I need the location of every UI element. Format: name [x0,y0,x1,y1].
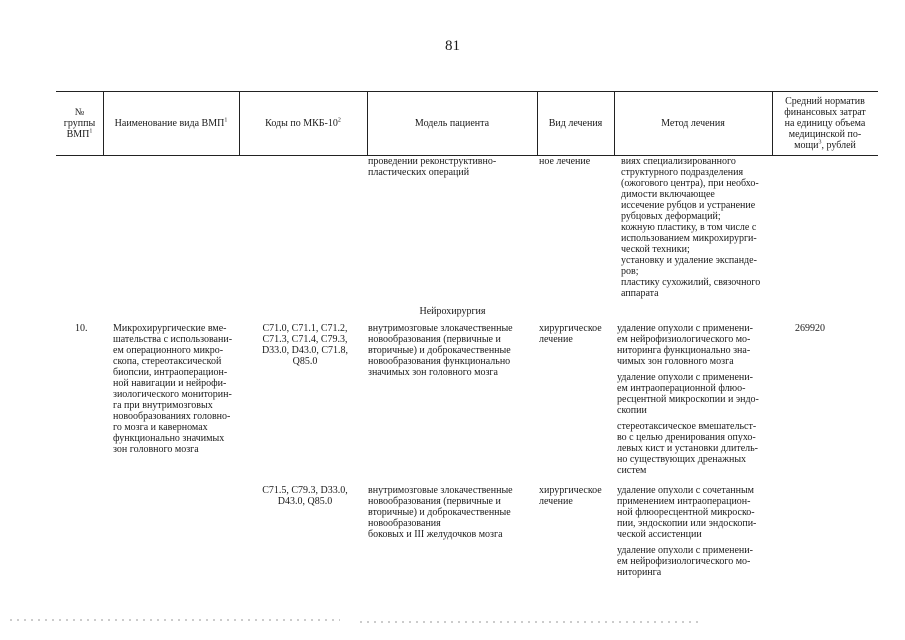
method-item: удаление опухоли с применени- ем нейрофизиологического мо- ниторинга функционально зна- чимых зон головного мозга [617,323,753,367]
method-list [617,485,756,578]
continuation-treatment: ное лечение [539,156,591,167]
patient-model: внутримозговые злокачественные новообразования (первичные и вторичные) и доброкачественные новообразования боковых и III желудочков мозга [368,485,513,540]
method-item: удаление опухоли с сочетанным применением интраоперацион- ной флюоресцентной микроско- пии, эндоскопии или эндоскопи- ческой ассистенции [617,485,757,540]
scan-noise [0,612,905,632]
continuation-model: проведении реконструктивно- пластических операций [368,156,497,178]
method-list [617,323,759,476]
page-number: 81 [445,38,460,54]
method-item: удаление опухоли с применени- ем нейрофизиологического мо- ниторинга [617,545,753,578]
section-title: Нейрохирургия [419,306,486,317]
header-vmp-name: Наименование вида ВМП$^1$ [114,117,228,129]
treatment-type: хирургическое лечение [539,323,602,345]
vmp-name: Микрохирургические вме- шательства с использовани- ем операционного микро- скопа, стереотаксической биопсии, интраоперацион- ной навигации и нейрофи- зиологического мониторин- га при внутримозговых новообразованиях головно- го мозга и каверномах функционально значимых зон головного мозга [113,323,233,455]
header-treatment-type: Вид лечения [548,117,603,129]
header-cost-norm: Средний норматив финансовых затрат на единицу объема медицинской по- мощи$^3$, рублей [784,95,866,151]
icd-codes: C71.0, C71.1, C71.2, C71.3, C71.4, C79.3, D33.0, D43.0, C71.8, Q85.0 [261,323,349,367]
header-treatment-method: Метод лечения [661,117,725,129]
treatment-type: хирургическое лечение [539,485,602,507]
continuation-method: виях специализированного структурного подразделения (ожогового центра), при необхо- димости включающее иссечение рубцов и устранение рубцовых деформаций; кожную пластику, в том числе с использованием микрохирурги- ческой техники; установку и удаление экспанде- ров; пластику сухожилий, связочного аппарата [621,156,761,299]
method-item: стереотаксическое вмешательст- во с целью дренирования опухо- левых кист и установки длитель- но существующих дренажных систем [617,421,759,476]
header-icd-codes: Коды по МКБ-$10^2$ [265,117,341,129]
method-item: удаление опухоли с применени- ем интраоперационной флюо- ресцентной микроскопии и эндо- скопии [617,372,759,416]
header-patient-model: Модель пациента [414,117,490,129]
row-number: 10. [75,323,88,334]
header-group-number: № группы ВМП$^1$ [63,106,96,140]
cost-value: 269920 [795,323,825,334]
icd-codes: C71.5, C79.3, D33.0, D43.0, Q85.0 [262,485,348,507]
patient-model: внутримозговые злокачественные новообразования (первичные и вторичные) и доброкачественные новообразования функционально значимых зон головного мозга [368,323,513,378]
